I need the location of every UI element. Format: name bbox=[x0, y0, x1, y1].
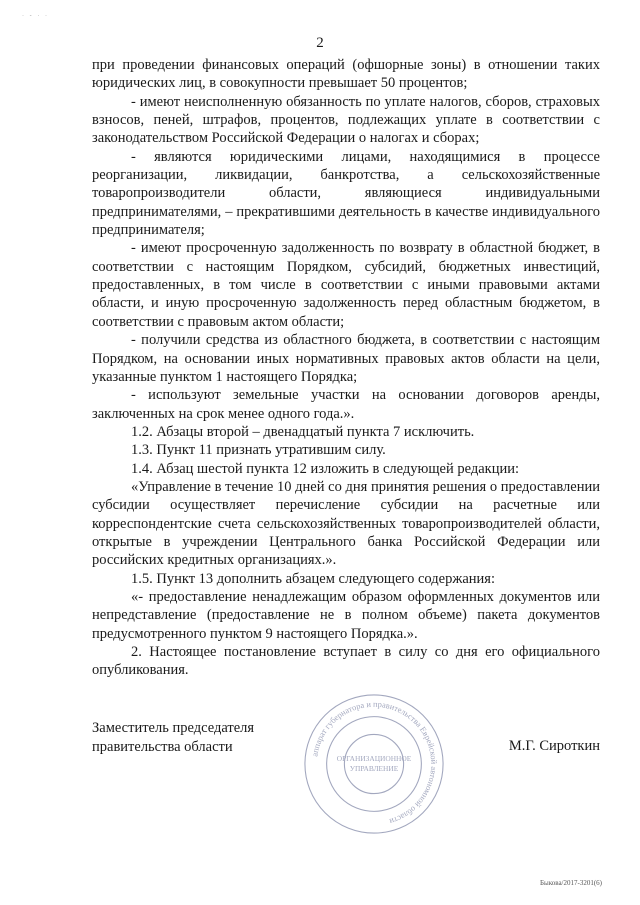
paragraph: - являются юридическими лицами, находящимися в процессе реорганизации, ликвидации, банкротства, а сельскохозяйственные товаропроизводители области, являющиеся индивидуальными предпринимателями, – прекратившими деятельность в качестве индивидуального предпринимателя; bbox=[92, 148, 600, 239]
paragraph: - имеют просроченную задолженность по возврату в областной бюджет, в соответствии с настоящим Порядком, субсидий, бюджетных инвестиций, предоставленных, в том числе в соответствии с иными правовыми актами области, и иную просроченную задолженность перед областным бюджетом, в соответствии с правовым актом области; bbox=[92, 240, 600, 330]
page-number: 2 bbox=[316, 35, 324, 51]
signatory-title bbox=[92, 719, 254, 757]
stamp-center-text: УПРАВЛЕНИЕ bbox=[349, 763, 399, 773]
paragraph: - имеют неисполненную обязанность по уплате налогов, сборов, страховых взносов, пеней, штрафов, процентов, подлежащих уплате в соответствии с законодательством Российской Федерации о налогах и сборах; bbox=[92, 93, 600, 147]
stamp-ring-text: аппарат губернатора и правительства Еврейской автономной области bbox=[310, 699, 439, 826]
paragraph: 1.3. Пункт 11 признать утратившим силу. bbox=[131, 442, 386, 459]
paragraph: - получили средства из областного бюджета, в соответствии с настоящим Порядком, на основании иных нормативных правовых актов области на цели, указанные пунктом 1 настоящего Порядка; bbox=[92, 332, 600, 385]
document-body bbox=[92, 56, 600, 680]
signatory-title-line: Заместитель председателя bbox=[92, 720, 255, 736]
paragraph: при проведении финансовых операций (офшорные зоны) в отношении таких юридических лиц, в совокупности превышает 50 процентов; bbox=[92, 57, 600, 92]
paragraph: 1.2. Абзацы второй – двенадцатый пункта 7 исключить. bbox=[131, 423, 475, 440]
signatory-title-line: правительства области bbox=[92, 739, 233, 755]
paragraph: 1.4. Абзац шестой пункта 12 изложить в следующей редакции: bbox=[131, 460, 519, 477]
paragraph: - используют земельные участки на основании договоров аренды, заключенных на срок менее одного года.». bbox=[92, 387, 600, 422]
paragraph: «- предоставление ненадлежащим образом оформленных документов или непредставление (предоставление не в полном объеме) пакета документов предусмотренного пунктом 9 настоящего Порядка.». bbox=[92, 588, 600, 642]
official-stamp bbox=[300, 690, 448, 838]
paragraph: «Управление в течение 10 дней со дня принятия решения о предоставлении субсидии осуществляет перечисление субсидии на расчетные или корреспондентские счета сельскохозяйственных товаропроизводителей области, открытые в учреждении Центрального банка Российской Федерации или российских кредитных организациях.». bbox=[92, 478, 600, 569]
document-code: Быкова/2017-3201(6) bbox=[539, 879, 602, 887]
corner-mark: · - · · bbox=[22, 13, 49, 19]
paragraph: 2. Настоящее постановление вступает в силу со дня его официального опубликования. bbox=[92, 644, 600, 679]
stamp-center-text: ОРГАНИЗАЦИОННОЕ bbox=[336, 754, 412, 764]
signatory-name: М.Г. Сироткин bbox=[508, 738, 600, 754]
paragraph: 1.5. Пункт 13 дополнить абзацем следующего содержания: bbox=[131, 570, 495, 587]
